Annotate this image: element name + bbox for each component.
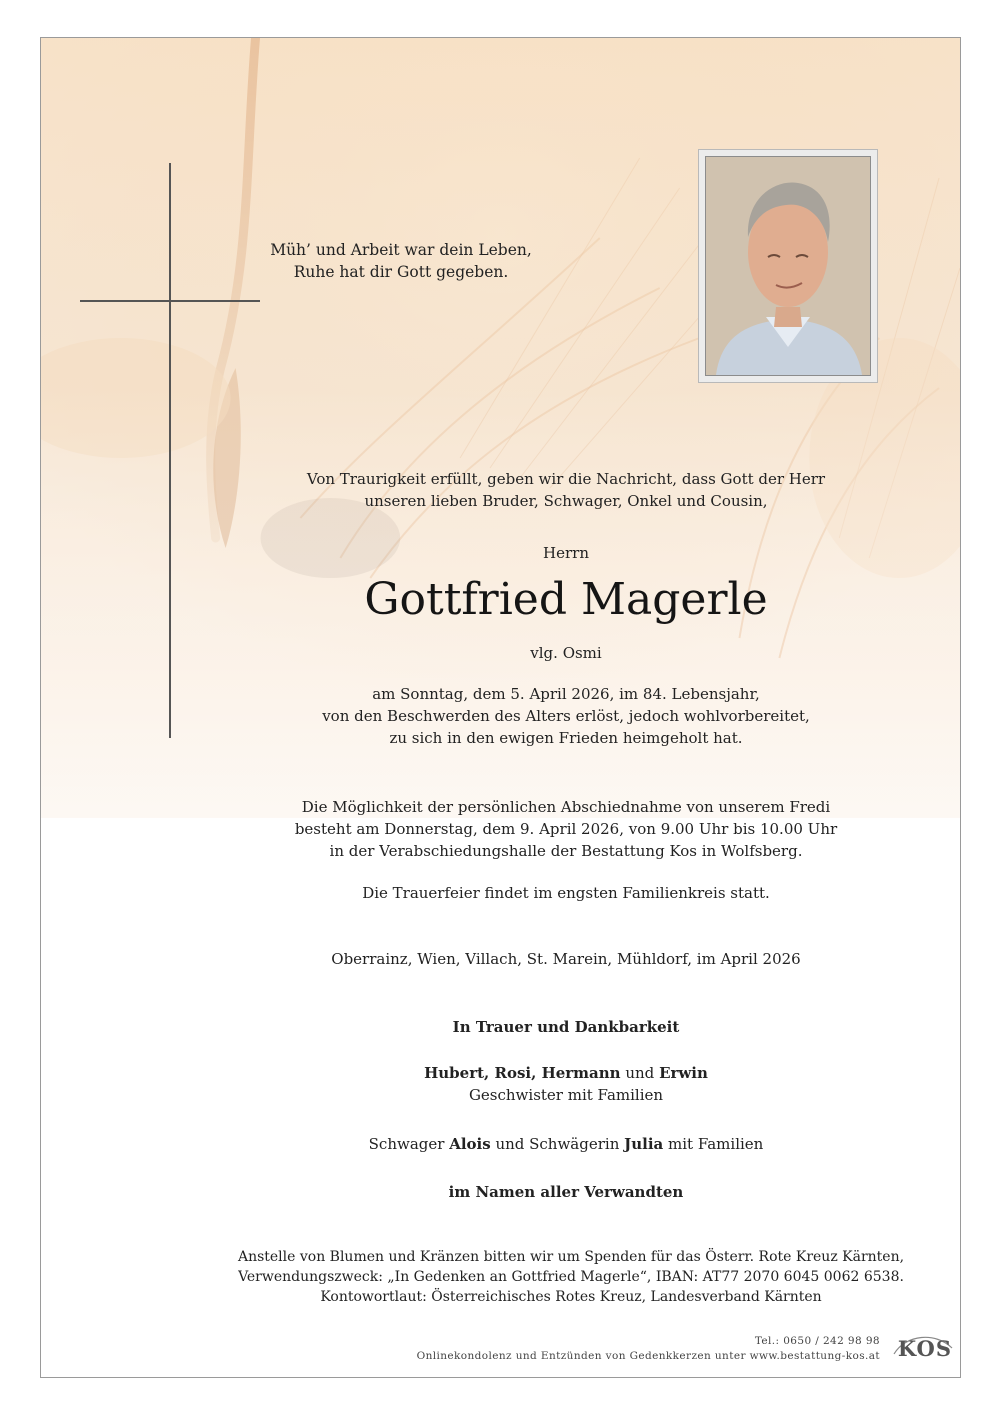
portrait-photo-frame xyxy=(698,149,878,383)
inlaws-middle: und Schwägerin xyxy=(490,1135,625,1153)
sibling-name: Hubert xyxy=(424,1064,485,1082)
verse-line: Müh’ und Arbeit war dein Leben, xyxy=(270,241,532,259)
deceased-name: Gottfried Magerle xyxy=(364,574,768,625)
footer-contact xyxy=(417,1334,880,1364)
siblings-block xyxy=(321,1062,811,1106)
death-line: zu sich in den ewigen Frieden heimgeholt hat. xyxy=(389,729,743,747)
death-line: von den Beschwerden des Alters erlöst, jedoch wohlvorbereitet, xyxy=(322,707,810,725)
separator: , xyxy=(531,1064,542,1082)
viewing-line: Die Möglichkeit der persönlichen Abschiednahme von unserem Fredi xyxy=(301,798,831,816)
viewing-line: in der Verabschiedungshalle der Bestattung Kos in Wolfsberg. xyxy=(329,842,803,860)
conjunction: und xyxy=(620,1064,660,1082)
verse-quote xyxy=(241,239,561,283)
intro-line: Von Traurigkeit erfüllt, geben wir die Nachricht, dass Gott der Herr xyxy=(306,470,826,488)
donation-line: Verwendungszweck: „In Gedenken an Gottfried Magerle“, IBAN: AT77 2070 6045 0062 6538. xyxy=(238,1269,904,1285)
verse-line: Ruhe hat dir Gott gegeben. xyxy=(293,263,509,281)
donation-note xyxy=(171,1247,961,1307)
mourners-heading: In Trauer und Dankbarkeit xyxy=(452,1018,680,1036)
separator: , xyxy=(484,1064,495,1082)
announcement-intro xyxy=(221,468,911,512)
viewing-info xyxy=(241,796,891,862)
cross-horizontal-bar xyxy=(80,300,260,302)
inlaw-name: Alois xyxy=(449,1135,491,1153)
salutation: Herrn xyxy=(543,544,589,562)
sibling-name: Rosi xyxy=(494,1064,532,1082)
inlaws-suffix: mit Familien xyxy=(663,1135,764,1153)
sibling-name: Erwin xyxy=(659,1064,708,1082)
siblings-names xyxy=(321,1062,811,1084)
inlaws-line xyxy=(271,1133,861,1155)
death-line: am Sonntag, dem 5. April 2026, im 84. Lebensjahr, xyxy=(372,685,760,703)
intro-line: unseren lieben Bruder, Schwager, Onkel und Cousin, xyxy=(364,492,768,510)
siblings-role: Geschwister mit Familien xyxy=(468,1086,664,1104)
relatives-line: im Namen aller Verwandten xyxy=(448,1183,684,1201)
death-notice xyxy=(271,683,861,749)
ceremony-info: Die Trauerfeier findet im engsten Familienkreis statt. xyxy=(362,884,770,902)
kos-logo: KOS xyxy=(897,1336,952,1361)
obituary-card xyxy=(40,37,961,1378)
sibling-name: Hermann xyxy=(541,1064,621,1082)
places-date: Oberrainz, Wien, Villach, St. Marein, Mühldorf, im April 2026 xyxy=(331,950,801,968)
inlaws-prefix: Schwager xyxy=(368,1135,450,1153)
donation-line: Kontowortlaut: Österreichisches Rotes Kreuz, Landesverband Kärnten xyxy=(320,1289,822,1305)
inlaw-name: Julia xyxy=(624,1135,664,1153)
donation-line: Anstelle von Blumen und Kränzen bitten wir um Spenden für das Österr. Rote Kreuz Kärnten, xyxy=(237,1249,905,1265)
footer-online-link[interactable]: Onlinekondolenz und Entzünden von Gedenkkerzen unter www.bestattung-kos.at xyxy=(416,1350,880,1362)
portrait-photo xyxy=(705,156,871,376)
viewing-line: besteht am Donnerstag, dem 9. April 2026, von 9.00 Uhr bis 10.00 Uhr xyxy=(294,820,838,838)
cross-vertical-bar xyxy=(169,163,171,738)
footer-phone: Tel.: 0650 / 242 98 98 xyxy=(754,1335,880,1347)
vulgo-name: vlg. Osmi xyxy=(530,644,602,662)
